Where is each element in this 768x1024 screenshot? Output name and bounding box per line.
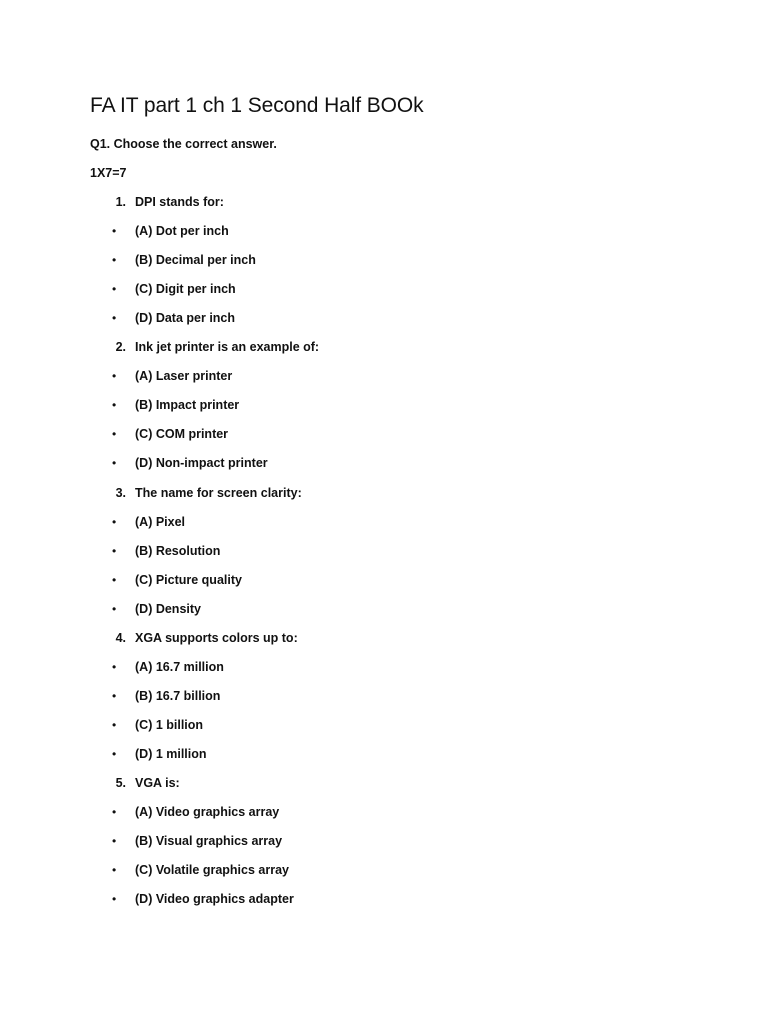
question-text: VGA is: (135, 776, 180, 790)
instruction-text: Q1. Choose the correct answer. (90, 137, 277, 151)
question-number: 1. (115, 195, 126, 209)
bullet-icon: • (112, 369, 117, 384)
bullet-icon: • (112, 427, 117, 442)
option-text: (B) 16.7 billion (135, 688, 221, 703)
option-text: (D) Video graphics adapter (135, 892, 294, 907)
question-text: XGA supports colors up to: (135, 630, 298, 645)
question-number: 4. (115, 630, 126, 645)
option-text: (C) 1 billion (135, 717, 204, 732)
option-text: (A) Laser printer (135, 369, 233, 384)
bullet-icon: • (112, 863, 117, 878)
option-text: (A) Dot per inch (135, 224, 229, 239)
bullet-icon: • (112, 282, 117, 297)
bullet-icon: • (112, 892, 117, 907)
option-text: (C) Picture quality (135, 572, 242, 587)
bullet-icon: • (112, 543, 117, 558)
bullet-icon: • (112, 805, 117, 820)
bullet-icon: • (112, 659, 117, 674)
bullet-icon: • (112, 688, 117, 703)
question-text: DPI stands for: (135, 195, 224, 209)
bullet-icon: • (112, 514, 117, 529)
document-title: FA IT part 1 ch 1 Second Half BOOk (90, 94, 424, 117)
option-text: (A) 16.7 million (135, 659, 224, 674)
option-text: (D) Density (135, 601, 201, 616)
option-text: (D) Data per inch (135, 311, 236, 326)
question-text: Ink jet printer is an example of: (135, 340, 320, 355)
bullet-icon: • (112, 398, 117, 413)
option-text: (D) Non-impact printer (135, 456, 268, 471)
bullet-icon: • (112, 253, 117, 268)
option-text: (B) Decimal per inch (135, 253, 256, 268)
option-text: (C) Volatile graphics array (135, 863, 289, 878)
question-number: 3. (115, 485, 126, 500)
bullet-icon: • (112, 572, 117, 587)
option-text: (A) Video graphics array (135, 805, 280, 820)
option-text: (B) Impact printer (135, 398, 240, 413)
bullet-icon: • (112, 834, 117, 849)
option-text: (D) 1 million (135, 746, 207, 761)
bullet-icon: • (112, 224, 117, 239)
bullet-icon: • (112, 311, 117, 326)
bullet-icon: • (112, 601, 117, 616)
question-number: 2. (115, 340, 126, 355)
bullet-icon: • (112, 456, 117, 471)
bullet-icon: • (112, 746, 117, 761)
option-text: (B) Visual graphics array (135, 834, 283, 849)
option-text: (A) Pixel (135, 514, 186, 529)
option-text: (C) COM printer (135, 427, 229, 442)
option-text: (C) Digit per inch (135, 282, 236, 297)
bullet-icon: • (112, 717, 117, 732)
question-text: The name for screen clarity: (135, 485, 302, 500)
question-number: 5. (115, 776, 126, 790)
marks-text: 1X7=7 (90, 166, 127, 180)
option-text: (B) Resolution (135, 543, 221, 558)
